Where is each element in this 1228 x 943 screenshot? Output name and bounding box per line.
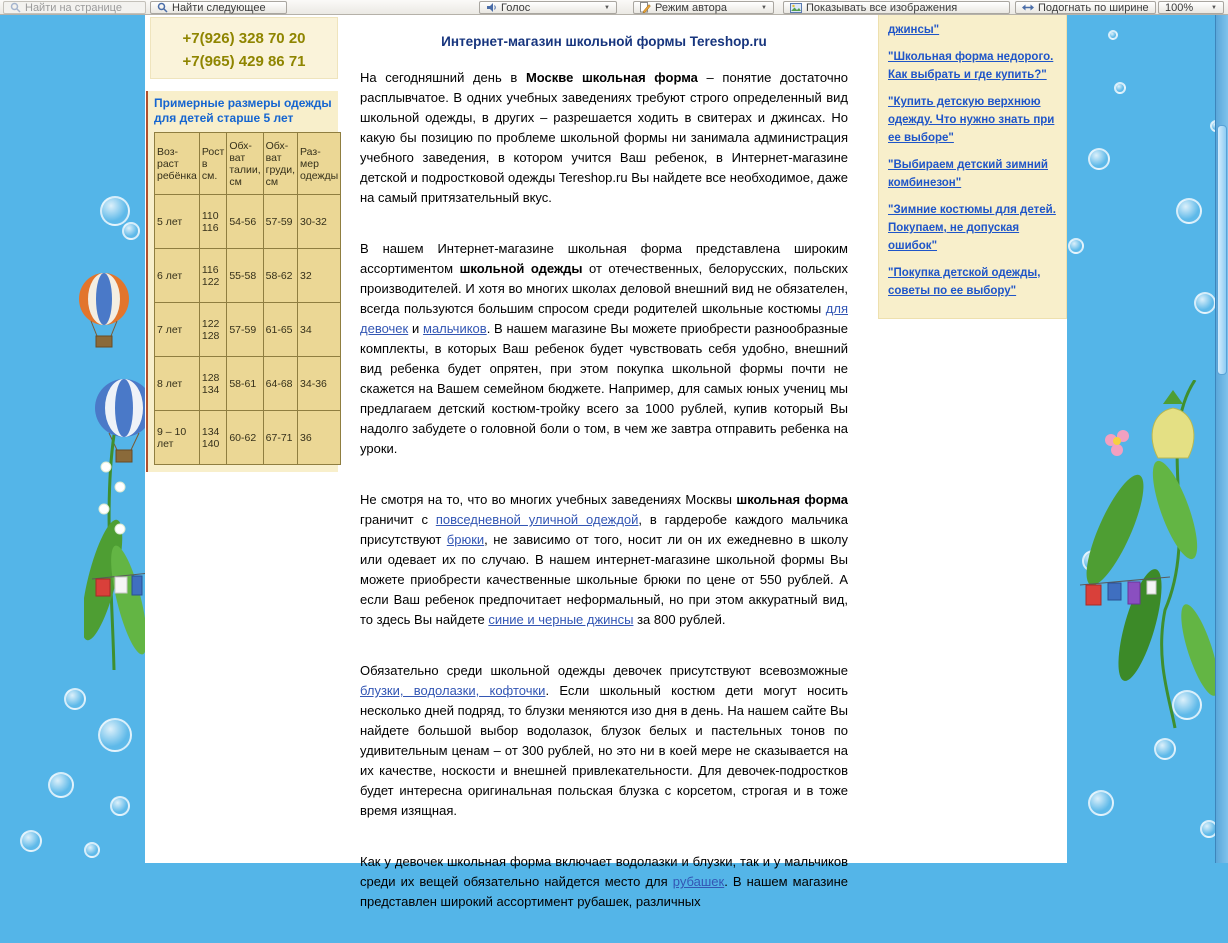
bubble <box>110 796 130 816</box>
related-article-link[interactable]: "Школьная форма недорого. Как выбрать и где купить?" <box>888 51 1054 81</box>
size-table-header-cell: Рост в см. <box>199 133 226 195</box>
article-title: Интернет-магазин школьной формы Tereshop.ru <box>441 34 767 49</box>
phone-box <box>150 17 338 79</box>
bubble <box>1176 198 1202 224</box>
dropdown-arrow-icon[interactable]: ▼ <box>761 4 767 11</box>
clothesline-decoration <box>92 570 150 625</box>
button-label: Найти следующее <box>172 1 266 14</box>
inline-link[interactable]: блузки, водолазки, кофточки <box>360 683 546 698</box>
bubble <box>1194 292 1216 314</box>
size-table-header-cell: Обх-ват талии, см <box>227 133 263 195</box>
find-on-page-button[interactable] <box>3 1 146 14</box>
button-label: Голос <box>501 1 531 14</box>
button-label: Найти на странице <box>25 1 122 14</box>
size-table-cell: 9 – 10 лет <box>155 411 200 465</box>
show-images-button[interactable] <box>783 1 1010 14</box>
bubble <box>64 688 86 710</box>
size-table-cell: 116 122 <box>199 249 226 303</box>
inline-link[interactable]: рубашек <box>672 874 725 889</box>
text-run: Обязательно среди школьной одежды девочек присутствуют всевозможные <box>360 663 848 678</box>
size-table-body <box>155 195 341 465</box>
bubble <box>1082 550 1104 572</box>
text-run: . В нашем магазине Вы можете приобрести разнообразные комплекты, в которых Ваш ребенок будет чувствовать себя удобно, внешний вид ребенка будет опрятен, при этом покупка школьной формы почти не скажется на Вашем семейном бюджете. Например, для самых юных учениц мы предлагаем детский костюм-тройку всего за 1000 рублей, купив который Вы надолго забудете о головной боли о том, в чем же завтра отправить ребенка на уроки. <box>360 321 848 456</box>
page-viewport <box>0 15 1228 909</box>
magnifier-icon <box>10 2 21 13</box>
article-paragraph <box>360 661 848 821</box>
speaker-icon <box>486 2 497 13</box>
fit-width-icon <box>1022 3 1034 12</box>
size-table-cell: 122 128 <box>199 303 226 357</box>
button-label: Показывать все изображения <box>806 1 958 14</box>
bubble <box>122 222 140 240</box>
text-run: – понятие достаточно расплывчатое. В одних учебных заведениях требуют строго определенный вид школьной одежды, в других – разрешается ходить в свитерах и джинсах. Но какую бы позицию по проблеме школьной формы ни занимала администрация учебного заведения, в котором учится Ваш ребенок, в Интернет-магазине детской и подростковой одежды Tereshop.ru Вы найдете все необходимое, даже на самый притязательный вкус. <box>360 70 848 205</box>
author-mode-button[interactable] <box>633 1 774 14</box>
related-article-link[interactable]: "Зимние костюмы для детей. Покупаем, не допуская ошибок" <box>888 204 1056 252</box>
bubble <box>20 830 42 852</box>
text-run: , не зависимо от того, носит ли он их ежедневно в школу или одевает их по случаю. В нашем интернет-магазине школьной формы Вы можете приобрести качественные школьные брюки по цене от 550 рублей. А если Ваш ребенок предпочитает неформальный, но при этом аккуратный вид, то здесь Вы найдете <box>360 532 848 627</box>
bubble <box>1108 30 1118 40</box>
voice-button[interactable] <box>479 1 617 14</box>
inline-link[interactable]: брюки <box>446 532 485 547</box>
size-table-cell: 5 лет <box>155 195 200 249</box>
related-item <box>888 155 1058 191</box>
article-paragraph <box>360 239 848 459</box>
size-table-block <box>146 91 338 472</box>
text-run: Как у девочек школьная форма включает водолазки и блузки, так и у мальчиков среди их вещей обязательно найдется место для <box>360 854 848 889</box>
size-table-header-cell: Обх-ват груди, см <box>263 133 297 195</box>
inline-link[interactable]: мальчиков <box>423 321 487 336</box>
size-table-cell: 58-62 <box>263 249 297 303</box>
inline-link[interactable]: синие и черные джинсы <box>488 612 634 627</box>
size-table-cell: 110 116 <box>199 195 226 249</box>
size-table-header-cell: Воз-раст ребёнка <box>155 133 200 195</box>
size-table-row <box>155 249 341 303</box>
text-run: за 800 рублей. <box>633 612 726 627</box>
related-article-link-partial[interactable]: джинсы" <box>888 24 940 36</box>
hot-air-balloon-icon <box>76 272 132 354</box>
bubble <box>1114 82 1126 94</box>
bubble <box>48 772 74 798</box>
zoom-value: 100% <box>1165 1 1194 14</box>
size-table-cell: 58-61 <box>227 357 263 411</box>
size-table-cell: 64-68 <box>263 357 297 411</box>
text-run: граничит с <box>360 512 436 527</box>
size-table-cell: 6 лет <box>155 249 200 303</box>
size-table-cell: 54-56 <box>227 195 263 249</box>
text-run: от отечественных, белорусских, польских производителей. И хотя во многих школах деловой внешний вид не обязателен, всегда пользуются большим спросом среди родителей школьные костюмы <box>360 261 848 316</box>
bubble <box>100 196 130 226</box>
clothesline-decoration <box>1080 575 1170 647</box>
scrollbar-thumb[interactable] <box>1217 125 1227 375</box>
article-paragraph <box>360 490 848 630</box>
fit-width-button[interactable] <box>1015 1 1156 14</box>
related-item-partial <box>888 20 1058 38</box>
inline-link[interactable]: для девочек <box>360 301 848 336</box>
size-table-title: Примерные размеры одежды для детей старше 5 лет <box>154 96 332 125</box>
related-item <box>888 263 1058 299</box>
bold-text: Москве школьная форма <box>525 70 698 85</box>
related-article-link[interactable]: "Купить детскую верхнюю одежду. Что нужно знать при ее выборе" <box>888 96 1055 144</box>
related-item <box>888 200 1058 254</box>
size-table-row <box>155 303 341 357</box>
flower-plant-decoration <box>1075 380 1228 730</box>
image-icon <box>790 3 802 13</box>
plant-decoration <box>84 425 146 675</box>
related-article-link[interactable]: "Покупка детской одежды, советы по ее выбору" <box>888 267 1041 297</box>
article <box>360 25 848 943</box>
size-table-row <box>155 195 341 249</box>
size-table-row <box>155 357 341 411</box>
size-table-cell: 36 <box>298 411 341 465</box>
dropdown-arrow-icon[interactable]: ▼ <box>1211 4 1217 11</box>
size-table-cell: 34-36 <box>298 357 341 411</box>
text-run: На сегодняшний день в <box>360 70 526 85</box>
bubble <box>1088 790 1114 816</box>
button-label: Подогнать по ширине <box>1038 1 1149 14</box>
size-table-cell: 67-71 <box>263 411 297 465</box>
article-paragraph <box>360 68 848 208</box>
size-table-cell: 61-65 <box>263 303 297 357</box>
related-links <box>888 47 1058 299</box>
text-run: В нашем Интернет-магазине школьная форма представлена широким ассортиментом <box>360 241 848 276</box>
page-content <box>145 15 1067 909</box>
bubble <box>1068 238 1084 254</box>
size-table-cell: 57-59 <box>227 303 263 357</box>
phone-number: +7(965) 429 86 71 <box>182 53 306 70</box>
bubble <box>84 842 100 858</box>
bubble <box>1088 148 1110 170</box>
bold-text: школьной одежды <box>459 261 583 276</box>
size-table-cell: 57-59 <box>263 195 297 249</box>
size-table-cell: 128 134 <box>199 357 226 411</box>
text-run: . Если школьный костюм дети могут носить несколько дней подряд, то блузки меняются изо дня в день. На нашем сайте Вы найдете большой выбор водолазок, блузок белых и пастельных тонов по удивительным ценам – от 300 рублей, но это ни в коей мере не сказывается на их качестве, носкости и внешней привлекательности. Для девочек-подростков будет интересна оригинальная польская блузка с корсетом, строгая и в тоже время изящная. <box>360 683 848 818</box>
dropdown-arrow-icon[interactable]: ▼ <box>604 4 610 11</box>
find-next-button[interactable] <box>150 1 287 14</box>
bubble <box>1172 690 1202 720</box>
size-table-row <box>155 411 341 465</box>
phone-number: +7(926) 328 70 20 <box>182 30 306 47</box>
size-table-cell: 55-58 <box>227 249 263 303</box>
size-table-cell: 30-32 <box>298 195 341 249</box>
size-table-header-cell: Раз-мер одежды <box>298 133 341 195</box>
size-table-cell: 32 <box>298 249 341 303</box>
inline-link[interactable]: повседневной уличной одеждой <box>435 512 639 527</box>
article-paragraph <box>360 852 848 912</box>
related-item <box>888 92 1058 146</box>
size-table <box>154 132 341 465</box>
size-table-cell: 34 <box>298 303 341 357</box>
bubble <box>1154 738 1176 760</box>
zoom-select[interactable] <box>1158 1 1224 14</box>
magnifier-next-icon <box>157 2 168 13</box>
related-item <box>888 47 1058 83</box>
vertical-scrollbar[interactable] <box>1215 15 1228 863</box>
related-article-link[interactable]: "Выбираем детский зимний комбинезон" <box>888 159 1049 189</box>
related-articles-box <box>878 15 1067 319</box>
size-table-cell: 60-62 <box>227 411 263 465</box>
text-run: и <box>408 321 424 336</box>
pencil-icon <box>640 2 651 13</box>
size-table-cell: 8 лет <box>155 357 200 411</box>
text-run: , в гардеробе каждого мальчика присутствуют <box>360 512 848 547</box>
size-table-header-row <box>155 133 341 195</box>
bubble <box>98 718 132 752</box>
size-table-cell: 7 лет <box>155 303 200 357</box>
button-label: Режим автора <box>655 1 727 14</box>
browser-findbar <box>0 0 1228 15</box>
article-paragraphs <box>360 68 848 912</box>
text-run: . В нашем магазине представлен широкий ассортимент рубашек, различных <box>360 874 848 909</box>
text-run: Не смотря на то, что во многих учебных заведениях Москвы <box>360 492 737 507</box>
size-table-cell: 134 140 <box>199 411 226 465</box>
bold-text: школьная форма <box>736 492 848 507</box>
